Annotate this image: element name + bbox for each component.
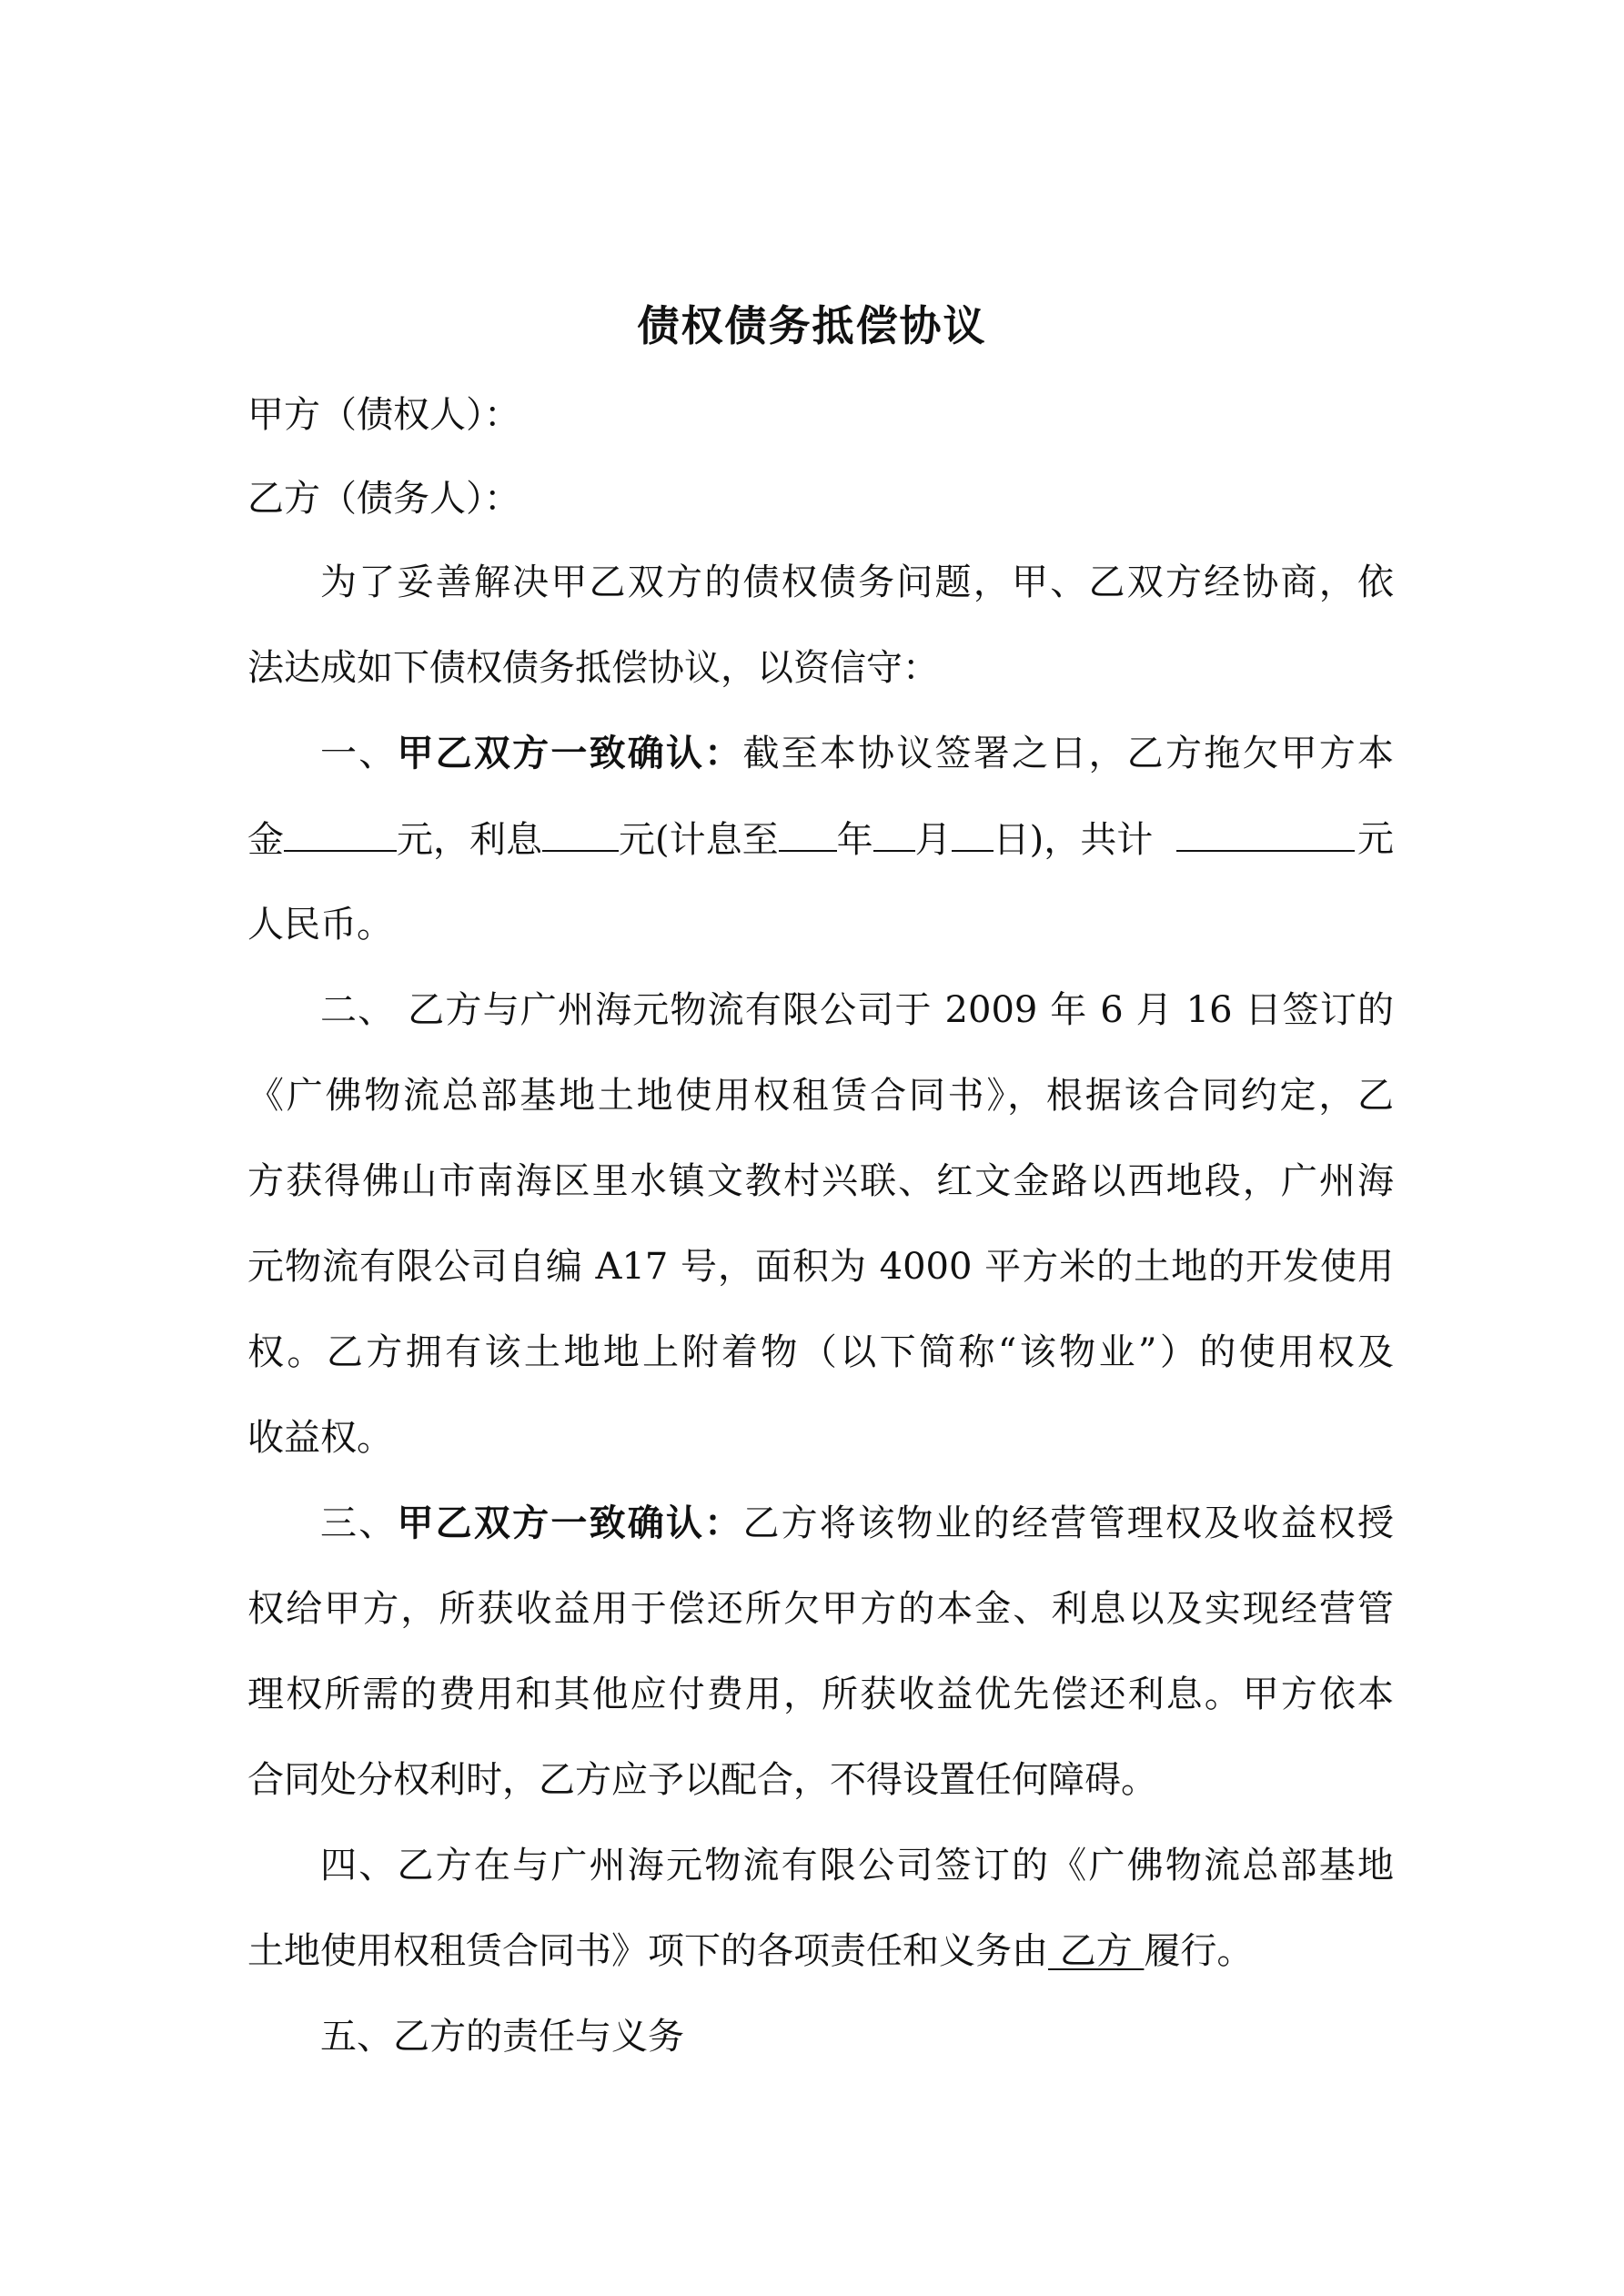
word-jin: 金 (247, 819, 284, 861)
clause-1-line-2 (247, 814, 1394, 865)
clause-2-line-3: 方获得佛山市南海区里水镇文教村兴联、红文金路以西地段，广州海 (247, 1160, 1394, 1202)
clause-4-line-2-end: 履行。 (1144, 1930, 1254, 1972)
year-blank[interactable] (779, 814, 837, 852)
party-a-label: 甲方（债权人）： (247, 394, 520, 436)
word-ri-gongji: 日)，共计 (993, 819, 1154, 861)
word-yuan-lixi: 元，利息 (397, 819, 542, 861)
clause-2-line-2: 《广佛物流总部基地土地使用权租赁合同书》，根据该合同约定，乙 (247, 1075, 1394, 1117)
clause-3-line-1-text: 乙方将该物业的经营管理权及收益权授 (742, 1502, 1395, 1544)
word-yuan-jixi: 元(计息至 (619, 819, 779, 861)
clause-2-line-4: 元物流有限公司自编 A17 号，面积为 4000 平方米的土地的开发使用 (247, 1246, 1394, 1288)
responsible-party-fill: 乙方 (1048, 1930, 1145, 1972)
clause-5-heading: 五、乙方的责任与义务 (320, 2016, 684, 2058)
word-nian: 年 (836, 819, 873, 861)
total-amount-blank[interactable] (1176, 814, 1355, 852)
clause-3-line-2: 权给甲方，所获收益用于偿还所欠甲方的本金、利息以及实现经营管 (247, 1588, 1394, 1630)
clause-4-line-2-text: 土地使用权租赁合同书》项下的各项责任和义务由 (247, 1930, 1048, 1972)
clause-4-line-2 (247, 1926, 1394, 1977)
document-title: 债权债务抵偿协议 (637, 301, 987, 350)
word-yuan: 元 (1357, 818, 1394, 860)
clause-4-line-1: 四、乙方在与广州海元物流有限公司签订的《广佛物流总部基地 (320, 1845, 1394, 1886)
preamble-line-1: 为了妥善解决甲乙双方的债权债务问题，甲、乙双方经协商，依 (320, 561, 1394, 603)
clause-2-line-6: 收益权。 (247, 1417, 393, 1459)
clause-1-bold-heading: 甲乙双方一致确认： (397, 732, 743, 774)
party-b-label: 乙方（债务人）： (247, 478, 520, 520)
clause-2-line-1: 二、 乙方与广州海元物流有限公司于 2009 年 6 月 16 日签订的 (320, 989, 1394, 1031)
preamble-line-2: 法达成如下债权债务抵偿协议，以资信守： (247, 647, 939, 689)
word-yue: 月 (914, 819, 952, 861)
interest-amount-blank[interactable] (542, 814, 619, 852)
clause-3-line-4: 合同处分权利时，乙方应予以配合，不得设置任何障碍。 (247, 1759, 1157, 1801)
clause-3-bold-heading: 甲乙双方一致确认： (397, 1502, 743, 1544)
clause-1-line-3: 人民币。 (247, 904, 393, 946)
clause-1-line-1-text: 截至本协议签署之日，乙方拖欠甲方本 (742, 733, 1395, 774)
clause-3-prefix: 三、 (320, 1502, 398, 1544)
clause-1-prefix: 一、 (320, 733, 398, 774)
clause-3-line-1 (320, 1498, 1394, 1549)
clause-1-line-1 (320, 728, 1394, 779)
clause-2-line-5: 权。乙方拥有该土地地上附着物（以下简称“该物业”）的使用权及 (247, 1331, 1394, 1373)
principal-amount-blank[interactable] (284, 814, 397, 852)
clause-3-line-3: 理权所需的费用和其他应付费用，所获收益优先偿还利息。甲方依本 (247, 1674, 1394, 1715)
day-blank[interactable] (952, 814, 994, 852)
month-blank[interactable] (873, 814, 915, 852)
